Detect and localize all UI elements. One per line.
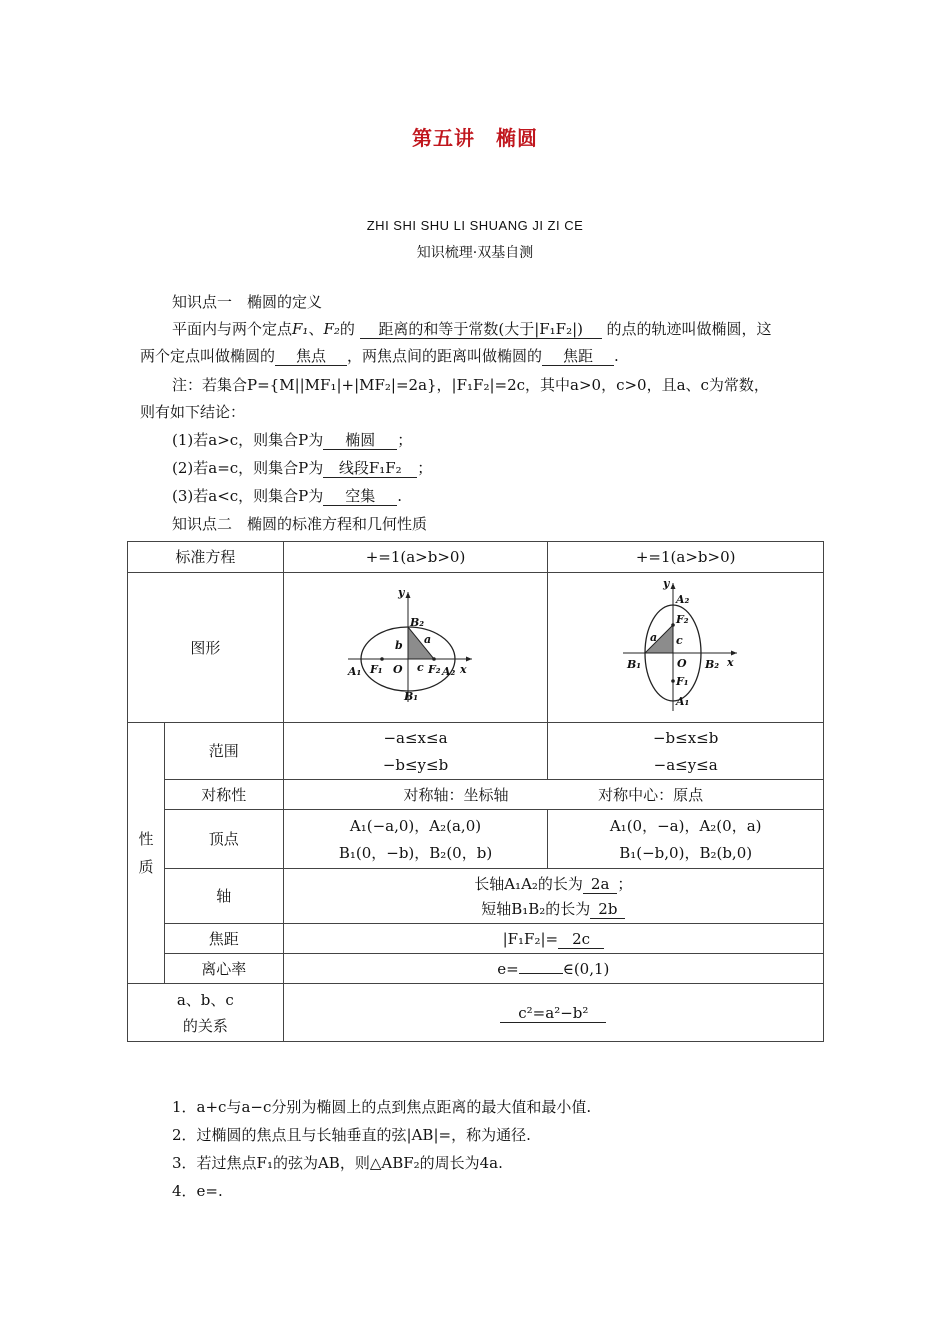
vertex1-line1: A₁(−a,0)，A₂(a,0) [349,816,482,835]
note-3: 3．若过焦点F₁的弦为AB，则△ABF₂的周长为4a. [172,1154,503,1172]
note-line-1: 注：若集合P={M||MF₁|+|MF₂|=2a}，|F₁F₂|=2c，其中a>0，c>0，且a、c为常数， [172,376,769,394]
fig1-label-b: b [394,638,403,652]
fig1-label-a2: A₂ [441,664,455,678]
ecc-cell [283,954,823,984]
range-cell-2 [548,723,824,780]
axis-long-text: 长轴A₁A₂的长为 [474,874,583,893]
fig1-label-a: a [423,632,431,646]
ellipse-horizontal-figure [346,582,486,708]
range1-line2: −b≤y≤b [382,755,449,774]
std-eq-2: +=1(a>b>0) [548,542,824,573]
range-cell-1 [283,723,548,780]
symmetry-axis: 对称轴：坐标轴 [403,785,509,804]
kp2-heading: 知识点二 椭圆的标准方程和几何性质 [172,515,428,533]
c3-end: . [397,487,403,505]
figure-2-cell [548,573,824,723]
std-eq-label: 标准方程 [128,542,284,573]
conclusion-3 [172,486,862,506]
range2-line2: −a≤y≤a [653,755,718,774]
axis-line-1 [284,873,823,895]
range2-line1: −b≤x≤b [652,728,719,747]
std-eq-1: +=1(a>b>0) [283,542,548,573]
section-heading: 知识梳理·双基自测 [416,245,534,261]
axis-long-blank: 2a [583,876,618,894]
vertex-label: 顶点 [164,810,283,869]
symmetry-cell [283,780,823,810]
axis-label: 轴 [164,869,283,924]
symmetry-center: 对称中心：原点 [598,785,704,804]
def2-blank-focus: 焦点 [275,348,347,366]
fig2-label-o: O [676,656,687,670]
note-2: 2．过椭圆的焦点且与长轴垂直的弦|AB|=，称为通径. [172,1126,531,1144]
definition-line-1 [172,319,862,339]
fig2-label-a: a [649,630,657,644]
properties-label [128,723,165,984]
fig2-label-b1: B₁ [626,657,641,671]
def2-text-b: ，两焦点间的距离叫做椭圆的 [347,347,543,365]
relation-label-l2: 的关系 [182,1016,228,1035]
definition-line-2 [140,346,830,366]
c2-text: (2)若a=c，则集合P为 [172,459,324,477]
def2-blank-focal: 焦距 [542,348,614,366]
properties-label-text: 性质 [138,830,154,876]
def-text-c: 的点的轨迹叫做椭圆，这 [606,320,772,338]
axis-cell [283,869,823,924]
vertex-cell-2 [548,810,824,869]
conclusion-2 [172,458,862,478]
def-f2: F₂ [323,320,340,338]
fig1-label-b2: B₂ [409,615,424,629]
fig2-label-f1: F₁ [675,674,689,688]
range1-line1: −a≤x≤a [383,728,448,747]
relation-label-l1: a、b、c [176,990,234,1009]
ecc-text: e= [497,959,519,978]
conclusion-1 [172,430,862,450]
ecc-end: ∈(0,1) [562,959,610,978]
page-title: 第五讲 椭圆 [412,126,538,150]
vertex2-line2: B₁(−b,0)，B₂(b,0) [619,843,753,862]
section-pinyin: ZHI SHI SHU LI SHUANG JI ZI CE [366,218,584,233]
def-text-a: 平面内与两个定点 [172,320,293,338]
axis-short-text: 短轴B₁B₂的长为 [481,899,591,918]
fig2-label-c: c [675,633,683,647]
c2-end: ； [417,459,433,477]
range-label: 范围 [164,723,283,780]
c1-text: (1)若a>c，则集合P为 [172,431,324,449]
fig2-label-f2: F₂ [675,612,689,626]
axis-line-2 [284,898,823,920]
ecc-label: 离心率 [164,954,283,984]
def-sep: 、 [308,320,324,338]
fig2-label-a1: A₁ [675,694,690,708]
def2-text-c: . [614,347,619,365]
note-4: 4．e=. [172,1182,223,1200]
c2-blank: 线段F₁F₂ [323,460,417,478]
kp1-heading: 知识点一 椭圆的定义 [172,293,323,311]
vertex1-line2: B₁(0，−b)，B₂(0，b) [338,843,493,862]
focal-text: |F₁F₂|= [502,929,559,948]
c3-blank: 空集 [323,488,397,506]
fig1-label-f1: F₁ [369,662,383,676]
focal-blank: 2c [558,931,604,949]
focal-label: 焦距 [164,924,283,954]
note-line-2: 则有如下结论： [140,403,246,421]
fig1-label-x: x [459,662,467,676]
relation-cell [283,984,823,1042]
fig1-label-b1: B₁ [403,689,418,703]
relation-label [128,984,284,1042]
properties-table [127,541,824,1042]
relation-blank: c²=a²−b² [500,1005,606,1023]
fig1-label-y: y [397,585,404,599]
fig2-label-y: y [662,576,670,590]
vertex-cell-1 [283,810,548,869]
fig1-label-a1: A₁ [347,664,361,678]
axis-short-blank: 2b [590,901,625,919]
c1-blank: 椭圆 [323,432,397,450]
figure-1-cell [283,573,548,723]
ecc-blank [519,973,563,974]
vertex2-line1: A₁(0，−a)，A₂(0，a) [609,816,762,835]
def-f1: F₁ [292,320,309,338]
def-blank: 距离的和等于常数(大于|F₁F₂|) [360,321,602,339]
symmetry-label: 对称性 [164,780,283,810]
fig2-label-b2: B₂ [704,657,719,671]
def-text-b: 的 [339,320,355,338]
axis-long-end: ； [617,874,633,893]
c3-text: (3)若a<c，则集合P为 [172,487,324,505]
figure-label: 图形 [128,573,284,723]
fig2-label-a2: A₂ [675,592,690,606]
fig2-label-x: x [726,655,734,669]
fig1-label-f2: F₂ [427,662,441,676]
note-1: 1．a+c与a−c分别为椭圆上的点到焦点距离的最大值和最小值. [172,1098,592,1116]
def2-text-a: 两个定点叫做椭圆的 [140,347,276,365]
fig1-label-c: c [416,660,424,674]
focal-cell [283,924,823,954]
c1-end: ； [397,431,413,449]
fig1-label-o: O [392,662,403,676]
ellipse-vertical-figure [621,575,751,715]
